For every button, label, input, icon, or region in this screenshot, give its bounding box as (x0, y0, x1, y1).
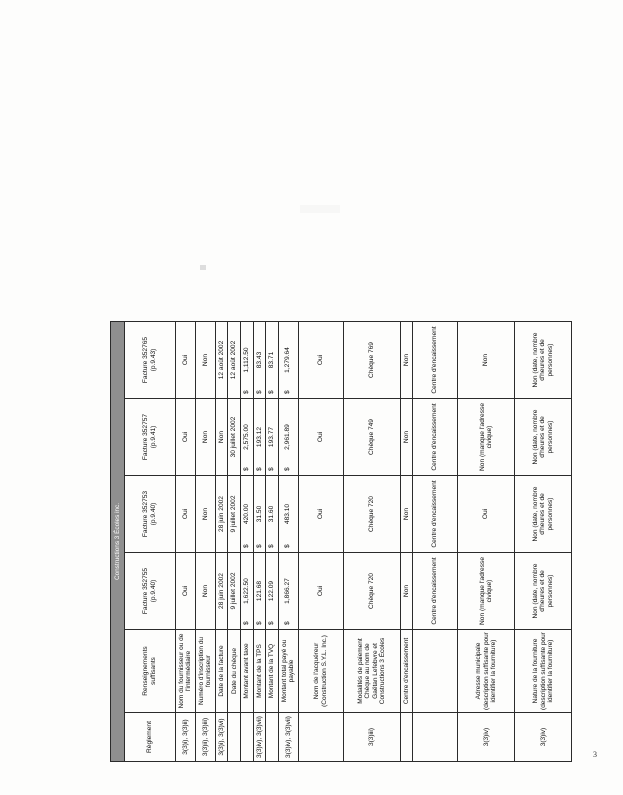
cell-reglement: 3(3)iv), 3(3)vii) (278, 713, 298, 762)
cell-value: Centre d'encaissement (413, 322, 458, 399)
cell-value: 12 août 2002 (228, 322, 241, 399)
invoice-0-title: Facture 352755 (142, 567, 150, 615)
cell-value: Non (195, 553, 215, 630)
cell-value: Non (400, 399, 413, 476)
currency-symbol: $ (243, 467, 251, 471)
cell-reglement: 3(3)iv), 3(3)vii) (253, 713, 266, 762)
table-row (278, 322, 298, 762)
cell-reglement: 3(3)iv) (515, 713, 572, 762)
amount: 1,112.50 (243, 347, 251, 373)
amount: 193.77 (268, 426, 276, 448)
table-row (343, 322, 400, 762)
cell-reglement (228, 713, 241, 762)
currency-symbol: $ (284, 467, 292, 471)
invoice-1-ref: (p.9.40) (150, 502, 157, 526)
currency-symbol: $ (284, 390, 292, 394)
cell-value: Non (195, 476, 215, 553)
cell-value: Non (manque l'adresse civique) (458, 399, 515, 476)
cell-label: Nom du fournisseur ou de l'intermédiaire (176, 630, 196, 713)
cell-value: Oui (176, 476, 196, 553)
table-row (400, 322, 413, 762)
amount: 31.60 (268, 505, 276, 523)
cell-value: Chèque 720 (343, 476, 400, 553)
cell-value: 28 juin 2002 (215, 553, 228, 630)
cell-label: Nom de l'acquéreur (Construction S.Y.L. Inc.) (298, 630, 343, 713)
table-banner-row (111, 322, 125, 762)
cell-reglement (241, 713, 254, 762)
table-row (413, 322, 458, 762)
amount: 83.71 (268, 351, 276, 369)
cell-value: Non (458, 322, 515, 399)
amount: 122.09 (268, 580, 276, 602)
cell-value: 30 juillet 2002 (228, 399, 241, 476)
cell-value (266, 322, 279, 399)
table-row (176, 322, 196, 762)
cell-reglement: 3(3)i), 3(3)vi) (215, 713, 228, 762)
cell-label: Adresse municipale (description suffisante pour identifier la fourniture) (458, 630, 515, 713)
table-row (253, 322, 266, 762)
cell-label (413, 630, 458, 713)
cell-value: Non (195, 322, 215, 399)
cell-label: Numéro d'inscription du fournisseur (195, 630, 215, 713)
cell-value (253, 553, 266, 630)
currency-symbol: $ (268, 621, 276, 625)
amount: 420.00 (243, 503, 251, 525)
cell-value (266, 399, 279, 476)
cell-reglement (266, 713, 279, 762)
cell-reglement: 3(3)iv) (458, 713, 515, 762)
invoice-0-ref: (p.9.40) (150, 579, 157, 603)
currency-symbol: $ (268, 390, 276, 394)
cell-label: Montant avant taxe (241, 630, 254, 713)
currency-symbol: $ (268, 544, 276, 548)
cell-value (253, 399, 266, 476)
cell-label: Date de la facture (215, 630, 228, 713)
invoice-2-ref: (p.9.41) (150, 425, 157, 449)
currency-symbol: $ (243, 621, 251, 625)
table-row (215, 322, 228, 762)
currency-symbol: $ (255, 621, 263, 625)
table-body (176, 322, 572, 762)
cell-value: Non (400, 553, 413, 630)
table-row (298, 322, 343, 762)
cell-value: Oui (458, 476, 515, 553)
cell-value: Non (date, nombre d'heures et de personnes) (515, 399, 572, 476)
currency-symbol: $ (243, 390, 251, 394)
cell-value (266, 553, 279, 630)
currency-symbol: $ (255, 390, 263, 394)
cell-reglement: 3(3)iii) (343, 713, 400, 762)
table-row (195, 322, 215, 762)
currency-symbol: $ (255, 467, 263, 471)
amount: 31.50 (255, 505, 263, 523)
cell-value: Chèque 720 (343, 553, 400, 630)
rotated-table-inner (110, 321, 572, 762)
table-row (515, 322, 572, 762)
cell-value: 9 juillet 2002 (228, 553, 241, 630)
cell-value (278, 553, 298, 630)
table-row (241, 322, 254, 762)
amount: 1,279.64 (284, 347, 292, 373)
cell-value (278, 399, 298, 476)
cell-value (266, 476, 279, 553)
cell-value (253, 322, 266, 399)
cell-value: Oui (298, 553, 343, 630)
cell-value: Oui (298, 322, 343, 399)
cell-value: Centre d'encaissement (413, 399, 458, 476)
amount: 193.12 (255, 426, 263, 448)
table-header-row (125, 322, 176, 762)
cell-label: Date du chèque (228, 630, 241, 713)
cell-value: Oui (176, 322, 196, 399)
cell-reglement (298, 713, 343, 762)
invoice-2-title: Facture 352757 (142, 413, 150, 461)
header-reglement: Règlement (125, 713, 176, 762)
currency-symbol: $ (284, 621, 292, 625)
header-invoice-1 (125, 476, 176, 553)
cell-label: Montant de la TVQ (266, 630, 279, 713)
cell-value (253, 476, 266, 553)
header-renseignements: Renseignements suffisants (125, 630, 176, 713)
cell-value: Non (400, 322, 413, 399)
cell-value (241, 322, 254, 399)
invoice-1-title: Facture 352753 (142, 490, 150, 538)
amount: 2,961.89 (284, 424, 292, 450)
table-row (266, 322, 279, 762)
currency-symbol: $ (268, 467, 276, 471)
invoice-3-title: Facture 352765 (142, 336, 150, 384)
cell-value: Non (date, nombre d'heures et de personnes) (515, 322, 572, 399)
page-number: 3 (593, 750, 597, 759)
cell-reglement: 3(3)ii), 3(3)iii) (195, 713, 215, 762)
cell-value: Non (215, 399, 228, 476)
cell-value: Centre d'encaissement (413, 553, 458, 630)
cell-value: Non (195, 399, 215, 476)
header-invoice-3 (125, 322, 176, 399)
cell-value (241, 476, 254, 553)
cell-value: Centre d'encaissement (413, 476, 458, 553)
header-invoice-2 (125, 399, 176, 476)
table-row (458, 322, 515, 762)
header-invoice-0 (125, 553, 176, 630)
table-row (228, 322, 241, 762)
cell-value: Oui (298, 476, 343, 553)
amount: 2,575.00 (243, 424, 251, 450)
cell-value: 28 juin 2002 (215, 476, 228, 553)
currency-symbol: $ (255, 544, 263, 548)
currency-symbol: $ (284, 544, 292, 548)
cell-value (241, 399, 254, 476)
cell-value: 9 juillet 2002 (228, 476, 241, 553)
amount: 1,622.50 (243, 578, 251, 604)
cell-reglement (400, 713, 413, 762)
cell-label: Centre d'encaissement (400, 630, 413, 713)
amount: 83.43 (255, 351, 263, 369)
cell-value: Non (date, nombre d'heures et de personnes) (515, 553, 572, 630)
cell-value (278, 322, 298, 399)
cell-value: Chèque 769 (343, 322, 400, 399)
amount: 1,866.27 (284, 578, 292, 604)
cell-value: Non (manque l'adresse civique) (458, 553, 515, 630)
cell-label: Modalités de paiement Chèque au nom de Gaëtan Lefebvre et Constructions 3 Écoles (343, 630, 400, 713)
amount: 483.10 (284, 503, 292, 525)
cell-value: Non (400, 476, 413, 553)
amount: 121.68 (255, 580, 263, 602)
cell-value: Non (date, nombre d'heures et de personnes) (515, 476, 572, 553)
company-banner: Constructions 3 Écoles inc. (111, 322, 125, 762)
cell-value: Oui (176, 553, 196, 630)
cell-value: Oui (298, 399, 343, 476)
cell-label: Montant total payé ou payable (278, 630, 298, 713)
currency-symbol: $ (243, 544, 251, 548)
audit-table (110, 321, 572, 762)
cell-value: Chèque 749 (343, 399, 400, 476)
cell-value: 12 août 2002 (215, 322, 228, 399)
invoice-3-ref: (p.9.43) (150, 348, 157, 372)
cell-label: Nature de la fourniture (description suffisante pour identifier la fourniture) (515, 630, 572, 713)
cell-value (278, 476, 298, 553)
cell-value (241, 553, 254, 630)
cell-value: Oui (176, 399, 196, 476)
cell-label: Montant de la TPS (253, 630, 266, 713)
cell-reglement: 3(3)i), 3(3)ii) (176, 713, 196, 762)
cell-reglement (413, 713, 458, 762)
